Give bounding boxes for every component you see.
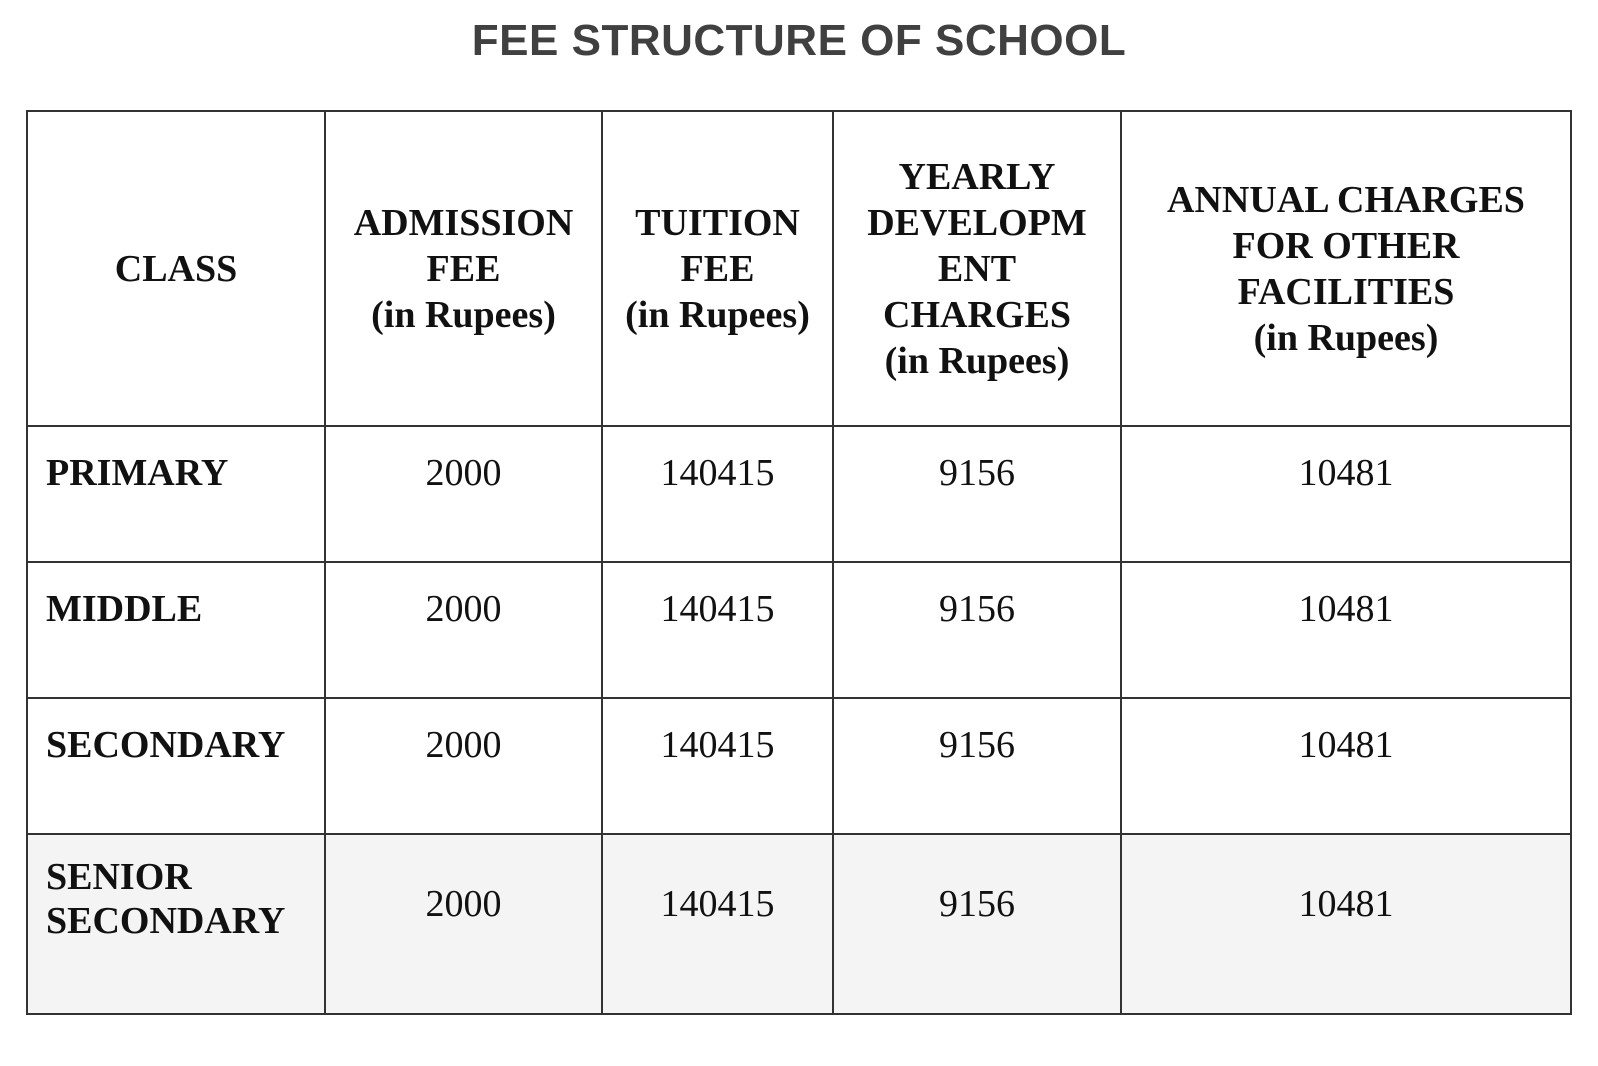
development-charges-cell: 9156 — [833, 834, 1121, 1014]
class-cell: SECONDARY — [27, 698, 325, 834]
table-row — [27, 426, 1571, 562]
development-charges-cell: 9156 — [833, 426, 1121, 562]
header-tuition-fee: TUITION FEE (in Rupees) — [602, 111, 833, 426]
annual-charges-cell: 10481 — [1121, 698, 1571, 834]
header-admission-fee: ADMISSION FEE (in Rupees) — [325, 111, 602, 426]
page-title: FEE STRUCTURE OF SCHOOL — [471, 16, 1127, 65]
tuition-fee-cell: 140415 — [602, 698, 833, 834]
development-charges-cell: 9156 — [833, 562, 1121, 698]
annual-charges-cell: 10481 — [1121, 834, 1571, 1014]
tuition-fee-cell: 140415 — [602, 562, 833, 698]
header-row — [27, 111, 1571, 426]
admission-fee-cell: 2000 — [325, 834, 602, 1014]
fee-table — [26, 110, 1572, 1015]
admission-fee-cell: 2000 — [325, 426, 602, 562]
annual-charges-cell: 10481 — [1121, 426, 1571, 562]
table-row — [27, 834, 1571, 1014]
class-cell: SENIOR SECONDARY — [27, 834, 325, 1014]
admission-fee-cell: 2000 — [325, 698, 602, 834]
header-annual-charges: ANNUAL CHARGES FOR OTHER FACILITIES (in Rupees) — [1121, 111, 1571, 426]
annual-charges-cell: 10481 — [1121, 562, 1571, 698]
table-row — [27, 562, 1571, 698]
header-yearly-development-charges: YEARLY DEVELOPM ENT CHARGES (in Rupees) — [833, 111, 1121, 426]
class-cell: MIDDLE — [27, 562, 325, 698]
admission-fee-cell: 2000 — [325, 562, 602, 698]
table-row — [27, 698, 1571, 834]
development-charges-cell: 9156 — [833, 698, 1121, 834]
header-class: CLASS — [27, 111, 325, 426]
tuition-fee-cell: 140415 — [602, 834, 833, 1014]
tuition-fee-cell: 140415 — [602, 426, 833, 562]
class-cell: PRIMARY — [27, 426, 325, 562]
